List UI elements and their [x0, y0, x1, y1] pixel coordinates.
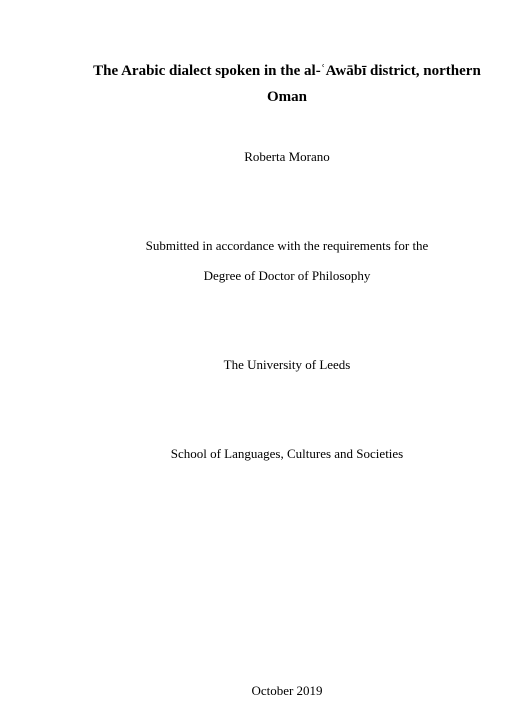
school-name: School of Languages, Cultures and Societies	[170, 446, 404, 461]
submission-statement-line-1: Submitted in accordance with the requirements for the	[145, 238, 429, 253]
submission-date: October 2019	[251, 683, 323, 698]
thesis-title-line-1: The Arabic dialect spoken in the al-ʿAwābī district, northern	[93, 63, 481, 79]
university-name: The University of Leeds	[223, 357, 351, 372]
author-name: Roberta Morano	[244, 149, 330, 164]
submission-statement-line-2: Degree of Doctor of Philosophy	[203, 268, 371, 283]
thesis-title-line-2: Oman	[266, 89, 307, 105]
